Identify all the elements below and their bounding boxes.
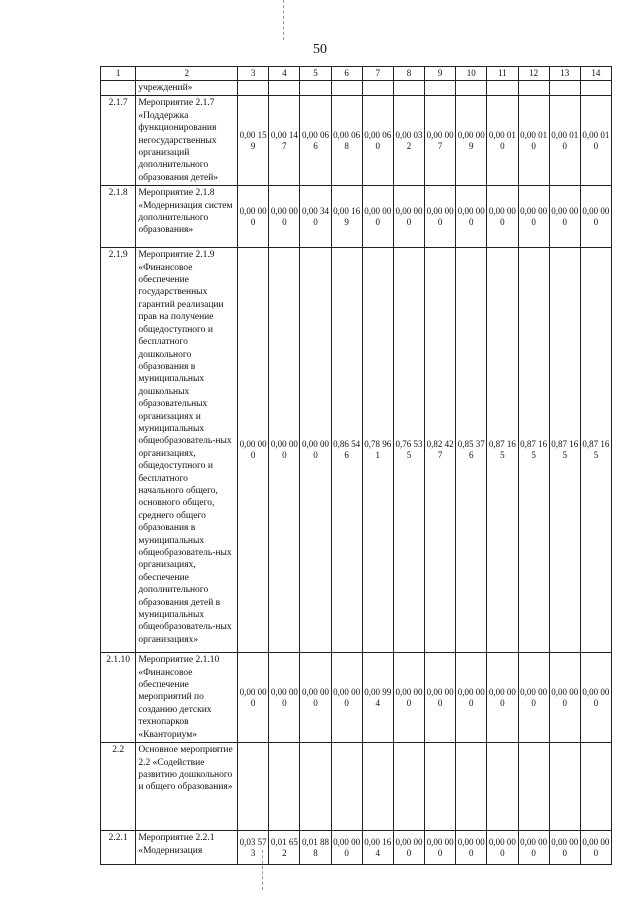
value-cell: 0,87 165: [518, 248, 549, 653]
column-number-11: 11: [487, 67, 518, 81]
value-cell: 0,00 000: [425, 831, 456, 865]
value-cell: 0,00 000: [518, 831, 549, 865]
value-cell: 0,00 169: [331, 186, 362, 248]
table-row: [101, 248, 612, 653]
value-cell: 0,00 010: [580, 96, 611, 186]
value-cell: 0,00 000: [549, 186, 580, 248]
table-row: [101, 96, 612, 186]
row-code: 2.1.8: [101, 186, 136, 248]
row-name: Основное мероприятие 2.2 «Содействие развитию дошкольного и общего образования»: [136, 743, 238, 831]
column-number-6: 6: [331, 67, 362, 81]
value-cell: [456, 743, 487, 831]
value-cell: 0,00 000: [487, 831, 518, 865]
value-cell: 0,00 000: [269, 248, 300, 653]
value-cell: [425, 743, 456, 831]
value-cell: 0,00 007: [425, 96, 456, 186]
value-cell: 0,00 000: [362, 186, 393, 248]
value-cell: [300, 743, 331, 831]
row-name: Мероприятие 2.1.9 «Финансовое обеспечение государственных гарантий реализации прав на получение общедоступного и бесплатного дошкольного образования в муниципальных дошкольных образовательных организациях и муниципальных общеобразователь-ных организациях, общедоступного и бесплатного начального общего, основного общего, среднего общего образования в муниципальных общеобразователь-ных организациях, обеспечение дополнительного образования детей в муниципальных общеобразователь-ных организациях»: [136, 248, 238, 653]
value-cell: 0,00 060: [362, 96, 393, 186]
value-cell: 0,00 000: [331, 653, 362, 743]
value-cell: [393, 743, 424, 831]
value-cell: 0,00 068: [331, 96, 362, 186]
value-cell: 0,00 032: [393, 96, 424, 186]
row-code: 2.2: [101, 743, 136, 831]
row-code: 2.2.1: [101, 831, 136, 865]
value-cell: 0,00 000: [300, 653, 331, 743]
value-cell: 0,00 000: [487, 186, 518, 248]
value-cell: 0,85 376: [456, 248, 487, 653]
column-number-9: 9: [425, 67, 456, 81]
column-number-8: 8: [393, 67, 424, 81]
value-cell: 0,00 340: [300, 186, 331, 248]
value-cell: [518, 743, 549, 831]
value-cell: 0,03 573: [238, 831, 269, 865]
column-number-10: 10: [456, 67, 487, 81]
column-number-3: 3: [238, 67, 269, 81]
fold-mark-top: [283, 0, 285, 40]
value-cell: 0,00 000: [425, 653, 456, 743]
value-cell: [580, 743, 611, 831]
value-cell: 0,00 000: [456, 186, 487, 248]
column-number-row: [101, 67, 612, 81]
column-number-14: 14: [580, 67, 611, 81]
value-cell: 0,00 159: [238, 96, 269, 186]
value-cell: 0,87 165: [487, 248, 518, 653]
value-cell: 0,00 000: [238, 186, 269, 248]
value-cell: [331, 743, 362, 831]
value-cell: 0,00 000: [580, 653, 611, 743]
value-cell: 0,00 000: [238, 653, 269, 743]
value-cell: 0,00 000: [393, 831, 424, 865]
value-cell: 0,00 000: [518, 186, 549, 248]
value-cell: 0,00 010: [518, 96, 549, 186]
value-cell: 0,86 546: [331, 248, 362, 653]
value-cell: 0,00 164: [362, 831, 393, 865]
row-name: Мероприятие 2.2.1 «Модернизация: [136, 831, 238, 865]
value-cell: 0,87 165: [549, 248, 580, 653]
table-row: [101, 186, 612, 248]
value-cell: 0,00 009: [456, 96, 487, 186]
value-cell: 0,00 000: [425, 186, 456, 248]
value-cell: 0,00 000: [456, 831, 487, 865]
value-cell: 0,00 000: [549, 653, 580, 743]
value-cell: 0,00 000: [331, 831, 362, 865]
value-cell: 0,00 000: [393, 653, 424, 743]
code-cell: [101, 81, 136, 96]
value-cell: 0,00 066: [300, 96, 331, 186]
column-number-5: 5: [300, 67, 331, 81]
value-cell: 0,00 147: [269, 96, 300, 186]
continued-text: учреждений»: [136, 81, 238, 96]
value-cell: [362, 743, 393, 831]
value-cell: 0,00 010: [549, 96, 580, 186]
value-cell: 0,87 165: [580, 248, 611, 653]
table-row: [101, 743, 612, 831]
row-name: Мероприятие 2.1.7 «Поддержка функционирования негосударственных организаций дополнительного образования детей»: [136, 96, 238, 186]
column-number-12: 12: [518, 67, 549, 81]
value-cell: 0,00 000: [456, 653, 487, 743]
value-cell: 0,00 010: [487, 96, 518, 186]
value-cell: 0,00 994: [362, 653, 393, 743]
value-cell: [269, 743, 300, 831]
value-cell: 0,00 000: [518, 653, 549, 743]
value-cell: [238, 743, 269, 831]
table-row: [101, 831, 612, 865]
value-cell: 0,00 000: [580, 186, 611, 248]
row-code: 2.1.7: [101, 96, 136, 186]
continued-row: [101, 81, 612, 96]
value-cell: 0,00 000: [300, 248, 331, 653]
value-cell: 0,01 652: [269, 831, 300, 865]
value-cell: [487, 743, 518, 831]
value-cell: 0,00 000: [269, 653, 300, 743]
value-cell: 0,78 961: [362, 248, 393, 653]
column-number-1: 1: [101, 67, 136, 81]
value-cell: 0,00 000: [580, 831, 611, 865]
value-cell: 0,82 427: [425, 248, 456, 653]
row-code: 2.1.9: [101, 248, 136, 653]
value-cell: 0,01 888: [300, 831, 331, 865]
column-number-4: 4: [269, 67, 300, 81]
value-cell: 0,00 000: [238, 248, 269, 653]
value-cell: 0,00 000: [487, 653, 518, 743]
fold-mark-bottom: [262, 850, 264, 890]
row-code: 2.1.10: [101, 653, 136, 743]
column-number-13: 13: [549, 67, 580, 81]
value-cell: [549, 743, 580, 831]
row-name: Мероприятие 2.1.10 «Финансовое обеспечение мероприятий по созданию детских технопарков «Кванториум»: [136, 653, 238, 743]
value-cell: 0,76 535: [393, 248, 424, 653]
data-table: [100, 66, 612, 865]
value-cell: 0,00 000: [269, 186, 300, 248]
value-cell: 0,00 000: [393, 186, 424, 248]
page-number: 50: [313, 42, 327, 57]
row-name: Мероприятие 2.1.8 «Модернизация систем дополнительного образования»: [136, 186, 238, 248]
table-row: [101, 653, 612, 743]
column-number-2: 2: [136, 67, 238, 81]
value-cell: 0,00 000: [549, 831, 580, 865]
column-number-7: 7: [362, 67, 393, 81]
